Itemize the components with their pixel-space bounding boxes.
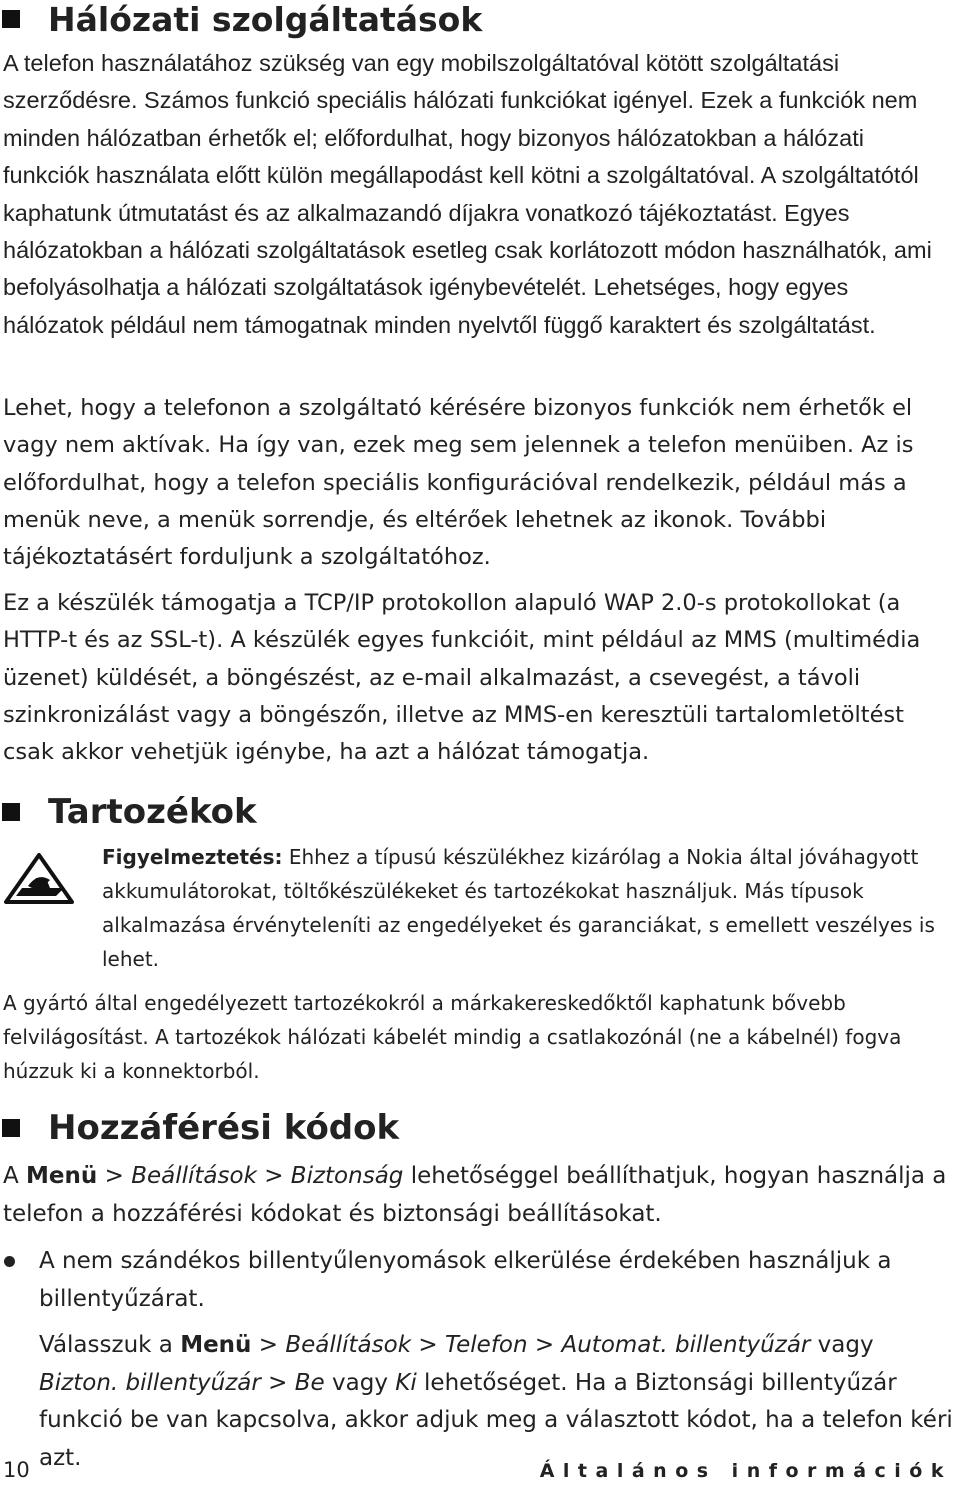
phone-term: Telefon (444, 1332, 528, 1358)
warning-triangle-icon (2, 852, 74, 904)
bullet-icon (4, 1256, 15, 1267)
security-term: Biztonság (290, 1163, 404, 1189)
text-run: lehetőséget. Ha a Biztonsági billentyűzár funkció be van kapcsolva, akkor adjuk meg a választott kódot, ha a telefon kéri azt. (39, 1369, 953, 1471)
section-marker-icon (2, 1119, 20, 1137)
section-marker-icon (2, 803, 20, 821)
section-heading-network (0, 0, 482, 38)
text-run: lehetőséggel beállíthatjuk, hogyan használja a telefon a hozzáférési kódokat és biztonsági beállításokat. (3, 1163, 947, 1227)
section-heading-access-codes (0, 1108, 399, 1148)
off-term: Ki (395, 1369, 417, 1396)
text-run: > (97, 1163, 132, 1189)
bullet-text: A nem szándékos billentyűlenyomások elkerülése érdekében használjuk a billentyűzárat. (39, 1248, 892, 1312)
on-term: Be (294, 1369, 325, 1396)
text-run: > (260, 1369, 295, 1396)
section-title: Tartozékok (48, 792, 257, 832)
accessories-paragraph: A gyártó által engedélyezett tartozékokról a márkakereskedőktől kaphatunk bővebb felvilágosítást. A tartozékok hálózati kábelét mindig a csatlakozónál (ne a kábelnél) fogva húzzuk ki a konnektorból. (3, 991, 902, 1083)
security-keyguard-term: Bizton. billentyűzár (39, 1369, 261, 1396)
text-run: > (411, 1332, 445, 1358)
text-run: A (3, 1163, 27, 1189)
page-number: 10 (3, 1458, 30, 1482)
menu-term: Menü (26, 1163, 98, 1189)
warning-label: Figyelmeztetés: (102, 845, 283, 869)
menu-term: Menü (180, 1332, 252, 1358)
section-title: Hozzáférési kódok (48, 1108, 400, 1148)
wap-support-paragraph: Ez a készülék támogatja a TCP/IP protokollon alapuló WAP 2.0-s protokollokat (a HTTP-t és az SSL-t). A készülék egyes funkcióit, mint például az MMS (multimédia üzenet) küldését, a böngészést, az e-mail alkalmazást, a csevegést, a távoli szinkronizálást vagy a böngészőn, illetve az MMS-en keresztüli tartalomletöltést csak akkor vehetjük igénybe, ha azt a hálózat támogatja. (3, 590, 921, 766)
warning-note (102, 840, 952, 976)
access-codes-intro (3, 1158, 953, 1233)
network-paragraph: A telefon használatához szükség van egy mobilszolgáltatóval kötött szolgáltatási szerződésre. Számos funkció speciális hálózati funkciókat igényel. Ezek a funkciók nem minden hálózatban érhetők el; előfordulhat, hogy bizonyos hálózatokban a hálózati funkciók használata előtt külön megállapodást kell kötni a szolgáltatóval. A szolgáltatótól kaphatunk útmutatást és az alkalmazandó díjakra vonatkozó tájékoztatást. Egyes hálózatokban a hálózati szolgáltatások esetleg csak korlátozott módon használhatók, ami befolyásolhatja a hálózati szolgáltatások igénybevételét. Lehetséges, hogy egyes hálózatok például nem támogatnak minden nyelvtől függő karaktert és szolgáltatást. (3, 50, 932, 338)
settings-term: Beállítások (131, 1163, 257, 1189)
autolock-term: Automat. billentyűzár (561, 1332, 811, 1358)
text-run: > (256, 1163, 291, 1189)
text-run: > (527, 1332, 562, 1358)
footer-section-name: Általános információk (539, 1460, 952, 1482)
text-run: vagy (324, 1369, 396, 1396)
section-heading-accessories (0, 792, 257, 832)
section-title: Hálózati szolgáltatások (48, 0, 483, 39)
keyguard-instructions (39, 1327, 954, 1477)
text-run: Válasszuk a (39, 1332, 181, 1358)
settings-term: Beállítások (285, 1332, 412, 1358)
warning-text: Ehhez a típusú készülékhez kizárólag a Nokia által jóváhagyott akkumulátorokat, töltőkészülékeket és tartozékokat használjuk. Más típusok alkalmazása érvényteleníti az engedélyeket és garanciákat, s emellett veszélyes is lehet. (102, 845, 935, 971)
operator-features-paragraph: Lehet, hogy a telefonon a szolgáltató kérésére bizonyos funkciók nem érhetők el vagy nem aktívak. Ha így van, ezek meg sem jelennek a telefon menüiben. Az is előfordulhat, hogy a telefon speciális konfigurációval rendelkezik, például más a menük neve, a menük sorrendje, és eltérőek lehetnek az ikonok. További tájékoztatásért forduljunk a szolgáltatóhoz. (3, 395, 914, 571)
section-marker-icon (2, 10, 20, 28)
text-run: > (251, 1332, 286, 1358)
text-run: vagy (810, 1332, 874, 1358)
